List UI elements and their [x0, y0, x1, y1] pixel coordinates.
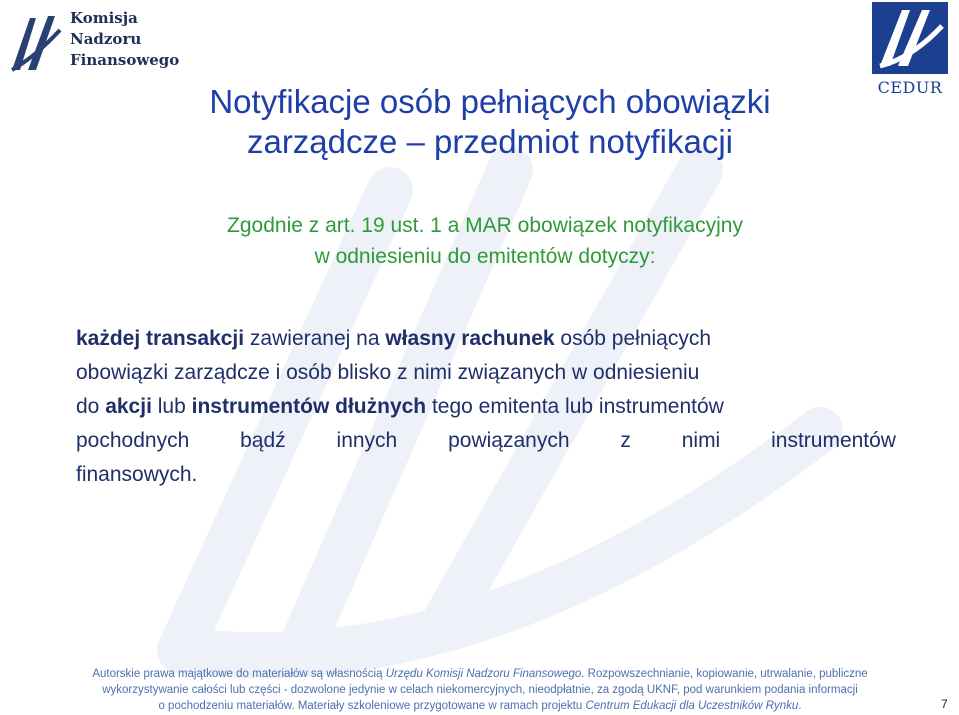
body-word: z — [620, 429, 631, 452]
emphasis-text: każdej transakcji — [76, 327, 245, 350]
footer-line: wykorzystywanie całości lub części - dozwolone jedynie w celach niekomercyjnych, nieodpłatnie, za zgodą UKNF, pod warunkiem podania informacji — [102, 684, 858, 696]
body-text-span: zawieranej na — [244, 327, 386, 350]
body-word: bądź — [240, 429, 286, 452]
body-word: nimi — [681, 429, 721, 452]
cedur-logo-label: CEDUR — [877, 78, 943, 97]
cedur-logo-icon — [872, 2, 948, 74]
copyright-footer — [30, 666, 930, 714]
footer-text: Autorskie prawa majątkowe do materiałów są własnością — [92, 668, 386, 680]
footer-line — [30, 666, 930, 682]
knf-logo-text — [70, 8, 179, 71]
footer-text: . Rozpowszechnianie, kopiowanie, utrwalanie, publiczne — [581, 668, 868, 680]
footer-italic-text: Centrum Edukacji dla Uczestników Rynku — [585, 700, 799, 712]
body-word: instrumentów — [771, 429, 896, 452]
cedur-swoosh-icon — [872, 2, 948, 74]
body-line: obowiązki zarządcze i osób blisko z nimi związanych w odniesieniu — [76, 361, 700, 384]
intro-line: Zgodnie z art. 19 ust. 1 a MAR obowiązek notyfikacyjny — [227, 214, 743, 237]
slide-title-line: Notyfikacje osób pełniących obowiązki — [209, 83, 771, 120]
footer-text: o pochodzeniu materiałów. Materiały szkoleniowe przygotowane w ramach projektu — [158, 700, 586, 712]
intro-line: w odniesieniu do emitentów dotyczy: — [314, 245, 656, 268]
page-number: 7 — [941, 697, 948, 711]
body-text-span: do — [76, 395, 106, 418]
body-paragraph — [76, 322, 896, 492]
knf-logo-icon — [8, 10, 64, 74]
body-line — [76, 390, 896, 424]
knf-logo-line: Komisja — [70, 9, 138, 27]
body-word: innych — [336, 429, 398, 452]
cedur-logo — [866, 2, 954, 100]
footer-line — [30, 698, 930, 714]
knf-logo-line: Nadzoru — [70, 30, 142, 48]
body-line — [76, 322, 896, 356]
emphasis-text: akcji — [105, 395, 152, 418]
body-line-justified — [76, 424, 896, 458]
body-text-span: lub — [151, 395, 192, 418]
knf-logo-line: Finansowego — [70, 51, 180, 69]
emphasis-text: własny rachunek — [385, 327, 555, 350]
footer-italic-text: Urzędu Komisji Nadzoru Finansowego — [385, 668, 582, 680]
slide-title — [150, 82, 830, 162]
slide-title-line: zarządcze – przedmiot notyfikacji — [246, 123, 734, 160]
intro-text — [110, 210, 860, 272]
body-word: pochodnych — [76, 429, 190, 452]
body-line: finansowych. — [76, 463, 198, 486]
body-text-span: osób pełniących — [554, 327, 712, 350]
knf-logo — [8, 6, 180, 78]
body-word: powiązanych — [448, 429, 570, 452]
footer-text: . — [798, 700, 802, 712]
body-text-span: tego emitenta lub instrumentów — [426, 395, 724, 418]
emphasis-text: instrumentów dłużnych — [191, 395, 427, 418]
